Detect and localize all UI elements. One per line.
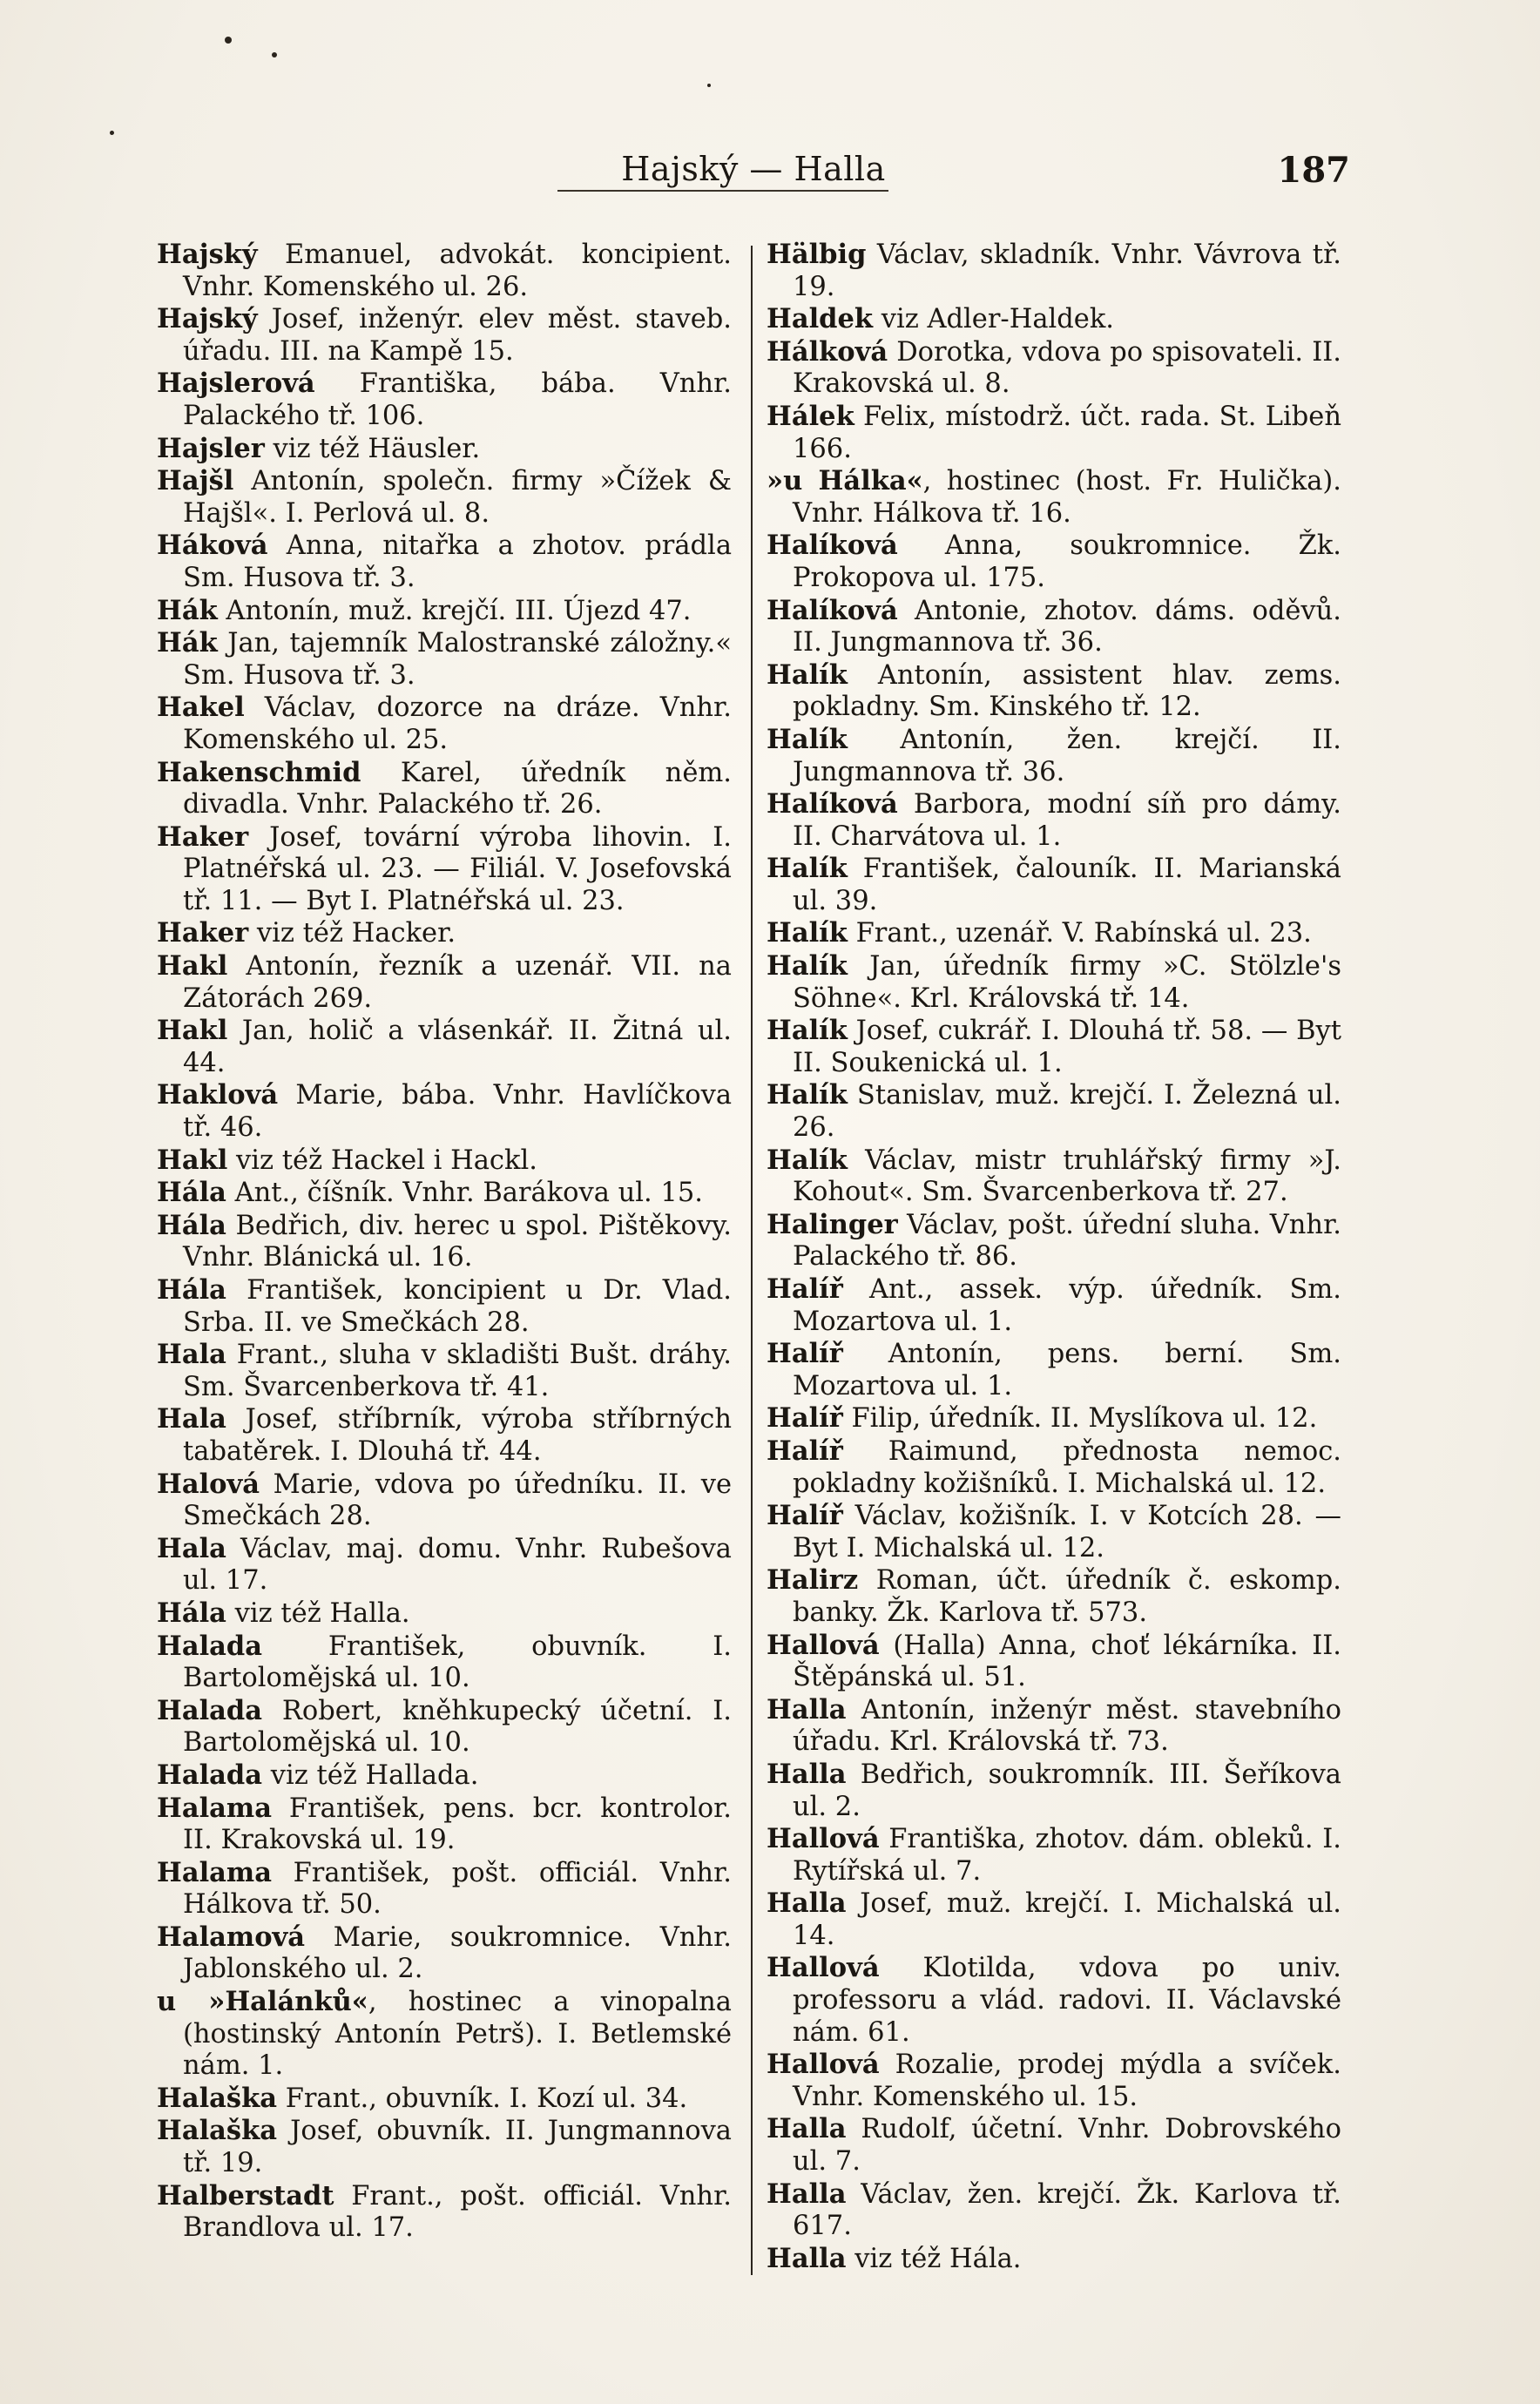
entry-details: , hostinec (host. Fr. Hulička). Vnhr. Hálkova tř. 16. bbox=[793, 466, 1342, 529]
entry-details: Václav, pošt. úřední sluha. Vnhr. Palackého tř. 86. bbox=[793, 1209, 1341, 1273]
entry-details: Antonín, žen. krejčí. II. Jungmannova tř. 36. bbox=[793, 724, 1341, 787]
ink-speck bbox=[225, 37, 232, 44]
directory-entry bbox=[157, 1921, 732, 1986]
entry-details: Rudolf, účetní. Vnhr. Dobrovského ul. 7. bbox=[793, 2114, 1341, 2178]
entry-details: Václav, mistr truhlářský firmy »J. Kohout«. Sm. Švarcenberkova tř. 27. bbox=[793, 1145, 1341, 1208]
entry-details: Václav, dozorce na dráze. Vnhr. Komenského ul. 25. bbox=[183, 692, 732, 755]
entry-surname: Halík bbox=[767, 658, 848, 691]
entry-surname: Halíř bbox=[767, 1338, 843, 1370]
entry-details: Stanislav, muž. krejčí. I. Železná ul. 26. bbox=[793, 1080, 1341, 1144]
entry-details: viz též Halla. bbox=[226, 1597, 410, 1629]
entry-surname: Hallová bbox=[767, 1823, 880, 1855]
entry-surname: Hallová bbox=[767, 1629, 880, 1661]
entry-details: , hostinec a vinopalna (hostinský Antonín Petrš). I. Betlemské nám. 1. bbox=[183, 1987, 732, 2082]
entry-details: Marie, bába. Vnhr. Havlíčkova tř. 46. bbox=[183, 1080, 732, 1144]
entry-surname: Halla bbox=[767, 2113, 847, 2145]
entry-details: viz též Hacker. bbox=[248, 918, 456, 949]
entry-details: Karel, úředník něm. divadla. Vnhr. Palackého tř. 26. bbox=[183, 757, 732, 820]
entry-details: Antonie, zhotov. dáms. oděvů. II. Jungmannova tř. 36. bbox=[793, 595, 1341, 658]
directory-entry bbox=[767, 1823, 1341, 1887]
ink-speck bbox=[707, 84, 711, 87]
directory-entry bbox=[767, 239, 1341, 303]
entry-details: Frant., pošt. officiál. Vnhr. Brandlova ul. 17. bbox=[183, 2180, 732, 2244]
entry-details: Bedřich, soukromník. III. Šeříkova ul. 2. bbox=[793, 1759, 1341, 1822]
directory-entry bbox=[157, 757, 732, 821]
entry-details: Felix, místodrž. účt. rada. St. Libeň 166. bbox=[793, 401, 1341, 464]
entry-details: Rozalie, prodej mýdla a svíček. Vnhr. Komenského ul. 15. bbox=[793, 2049, 1341, 2112]
directory-entry bbox=[157, 692, 732, 756]
entry-surname: Halada bbox=[157, 1694, 263, 1726]
entry-surname: Hallová bbox=[767, 1952, 880, 1984]
left-column bbox=[157, 239, 732, 2245]
directory-entry bbox=[157, 1793, 732, 1857]
directory-entry bbox=[767, 1694, 1341, 1759]
entry-details: Dorotka, vdova po spisovateli. II. Krakovská ul. 8. bbox=[793, 336, 1341, 400]
directory-entry bbox=[767, 2113, 1341, 2178]
entry-details: Marie, vdova po úředníku. II. ve Smečkách 28. bbox=[183, 1469, 732, 1532]
entry-surname: Hakl bbox=[157, 1144, 228, 1176]
directory-entry bbox=[157, 1533, 732, 1597]
entry-details: Antonín, pens. berní. Sm. Mozartova ul. 1. bbox=[793, 1339, 1341, 1401]
entry-surname: Hajsler bbox=[157, 432, 265, 464]
ink-speck bbox=[272, 52, 277, 57]
directory-entry bbox=[767, 1079, 1341, 1144]
directory-entry bbox=[767, 1338, 1341, 1402]
directory-entry bbox=[157, 595, 732, 628]
entry-surname: Hala bbox=[157, 1532, 226, 1564]
directory-entry bbox=[157, 821, 732, 918]
directory-entry bbox=[767, 2049, 1341, 2113]
entry-details: Anna, soukromnice. Žk. Prokopova ul. 175. bbox=[793, 530, 1341, 593]
page-header bbox=[157, 141, 1350, 193]
directory-entry bbox=[157, 1339, 732, 1403]
entry-details: Antonín, řezník a uzenář. VII. na Zátorách 269. bbox=[183, 951, 732, 1014]
entry-details: Ant., assek. výp. úředník. Sm. Mozartova ul. 1. bbox=[793, 1274, 1341, 1337]
entry-surname: Hajslerová bbox=[157, 368, 315, 400]
entry-surname: Halinger bbox=[767, 1208, 898, 1240]
entry-surname: Háková bbox=[157, 530, 268, 562]
entry-surname: Halová bbox=[157, 1468, 260, 1500]
entry-surname: Halíř bbox=[767, 1435, 843, 1467]
entry-surname: Halíř bbox=[767, 1402, 843, 1435]
entry-details: Frant., sluha v skladišti Bušt. dráhy. Sm. Švarcenberkova tř. 41. bbox=[183, 1340, 732, 1402]
entry-surname: Halík bbox=[767, 1015, 848, 1047]
entry-surname: Halberstadt bbox=[157, 2179, 334, 2212]
entry-details: Bedřich, div. herec u spol. Pištěkovy. Vnhr. Blánická ul. 16. bbox=[183, 1210, 732, 1273]
entry-surname: Halíř bbox=[767, 1500, 843, 1532]
directory-entry bbox=[157, 1274, 732, 1339]
page-number: 187 bbox=[1277, 150, 1350, 191]
entry-details: viz též Hallada. bbox=[262, 1759, 479, 1791]
directory-entry bbox=[767, 917, 1341, 950]
entry-surname: Halla bbox=[767, 2242, 847, 2274]
entry-surname: Halaška bbox=[157, 2082, 277, 2114]
entry-details: Václav, žen. krejčí. Žk. Karlova tř. 617. bbox=[793, 2178, 1341, 2242]
directory-entry bbox=[767, 1887, 1341, 1952]
directory-entry bbox=[767, 950, 1341, 1015]
directory-entry bbox=[157, 917, 732, 950]
directory-entry bbox=[767, 1015, 1341, 1079]
entry-surname: Hakl bbox=[157, 950, 228, 983]
directory-entry bbox=[157, 627, 732, 692]
column-divider bbox=[751, 246, 753, 2275]
directory-entry bbox=[157, 1403, 732, 1468]
entry-details: viz též Hackel i Hackl. bbox=[227, 1145, 537, 1176]
entry-details: František, pošt. officiál. Vnhr. Hálkova tř. 50. bbox=[183, 1857, 732, 1921]
entry-surname: Hála bbox=[157, 1597, 226, 1629]
entry-surname: Halla bbox=[767, 1887, 847, 1920]
directory-entry bbox=[157, 950, 732, 1015]
entry-surname: Haklová bbox=[157, 1079, 279, 1111]
directory-entry bbox=[157, 368, 732, 432]
directory-entry bbox=[767, 1209, 1341, 1273]
entry-surname: Hák bbox=[157, 627, 218, 659]
directory-entry bbox=[767, 724, 1341, 788]
running-head: Hajský — Halla bbox=[621, 150, 886, 188]
entry-surname: Hák bbox=[157, 594, 218, 626]
directory-entry bbox=[767, 1273, 1341, 1338]
entry-details: viz též Häusler. bbox=[264, 433, 481, 464]
entry-surname: Halík bbox=[767, 723, 848, 755]
entry-surname: Halla bbox=[767, 2178, 847, 2210]
entry-surname: Hala bbox=[157, 1403, 226, 1435]
entry-details: Václav, maj. domu. Vnhr. Rubešova ul. 17. bbox=[183, 1533, 732, 1597]
entry-surname: Halamová bbox=[157, 1921, 306, 1953]
entry-details: Jan, úředník firmy »C. Stölzle's Söhne«. Krl. Královská tř. 14. bbox=[793, 951, 1341, 1014]
directory-entry bbox=[157, 1631, 732, 1695]
entry-surname: Hálková bbox=[767, 335, 888, 368]
entry-surname: u »Halánků« bbox=[157, 1986, 368, 2018]
entry-details: Antonín, inženýr měst. stavebního úřadu. Krl. Královská tř. 73. bbox=[793, 1694, 1341, 1758]
entry-surname: Halík bbox=[767, 950, 848, 983]
entry-surname: Hála bbox=[157, 1209, 226, 1241]
directory-entry bbox=[767, 788, 1341, 853]
entry-surname: Halada bbox=[157, 1759, 263, 1791]
directory-entry bbox=[767, 2243, 1341, 2276]
directory-entry bbox=[767, 595, 1341, 659]
entry-details: viz Adler-Haldek. bbox=[873, 304, 1115, 335]
directory-entry bbox=[767, 1500, 1341, 1564]
entry-surname: Halík bbox=[767, 1079, 848, 1111]
directory-entry bbox=[767, 1630, 1341, 1694]
directory-entry bbox=[157, 530, 732, 594]
entry-details: Emanuel, advokát. koncipient. Vnhr. Komenského ul. 26. bbox=[183, 240, 732, 302]
entry-details: Antonín, assistent hlav. zems. pokladny. Sm. Kinského tř. 12. bbox=[793, 659, 1341, 723]
entry-details: Antonín, společn. firmy »Čížek & Hajšl«. I. Perlová ul. 8. bbox=[183, 466, 732, 529]
entry-details: Antonín, muž. krejčí. III. Újezd 47. bbox=[217, 595, 692, 626]
entry-details: Jan, holič a vlásenkář. II. Žitná ul. 44. bbox=[183, 1016, 732, 1078]
entry-surname: Haker bbox=[157, 820, 249, 853]
entry-details: Raimund, přednosta nemoc. pokladny kožišníků. I. Michalská ul. 12. bbox=[793, 1435, 1341, 1499]
entry-details: Jan, tajemník Malostranské záložny.« Sm. Husova tř. 3. bbox=[183, 628, 732, 691]
directory-entry bbox=[767, 1952, 1341, 2049]
entry-surname: »u Hálka« bbox=[767, 465, 923, 497]
entry-details: Frant., obuvník. I. Kozí ul. 34. bbox=[277, 2083, 688, 2114]
entry-details: Anna, nitařka a zhotov. prádla Sm. Husova tř. 3. bbox=[183, 530, 732, 593]
entry-surname: Hakenschmid bbox=[157, 756, 361, 788]
entry-surname: Halama bbox=[157, 1792, 272, 1824]
entry-surname: Haldek bbox=[767, 303, 874, 335]
ink-speck bbox=[110, 131, 114, 135]
directory-entry bbox=[157, 1986, 732, 2083]
entry-details: Josef, obuvník. II. Jungmannova tř. 19. bbox=[183, 2116, 732, 2179]
entry-surname: Haker bbox=[157, 917, 249, 949]
entry-surname: Hála bbox=[157, 1274, 226, 1306]
entry-details: Václav, kožišník. I. v Kotcích 28. — Byt I. Michalská ul. 12. bbox=[793, 1501, 1341, 1563]
entry-details: Filip, úředník. II. Myslíkova ul. 12. bbox=[842, 1403, 1318, 1435]
directory-entry bbox=[767, 303, 1341, 336]
directory-entry bbox=[767, 336, 1341, 401]
entry-surname: Hálek bbox=[767, 400, 854, 432]
entry-surname: Halada bbox=[157, 1630, 263, 1662]
directory-entry bbox=[767, 1145, 1341, 1209]
entry-surname: Hajšl bbox=[157, 465, 234, 497]
directory-entry bbox=[157, 1857, 732, 1921]
right-column bbox=[767, 239, 1341, 2275]
entry-surname: Hakl bbox=[157, 1015, 228, 1047]
directory-entry bbox=[767, 1402, 1341, 1435]
directory-entry bbox=[157, 239, 732, 303]
directory-entry bbox=[157, 1079, 732, 1144]
entry-details: Roman, účt. úředník č. eskomp. banky. Žk. Karlova tř. 573. bbox=[793, 1565, 1341, 1628]
entry-details: Josef, stříbrník, výroba stříbrných tabatěrek. I. Dlouhá tř. 44. bbox=[183, 1404, 732, 1467]
entry-surname: Halíř bbox=[767, 1273, 843, 1305]
entry-details: Josef, cukrář. I. Dlouhá tř. 58. — Byt II. Soukenická ul. 1. bbox=[793, 1016, 1341, 1078]
entry-surname: Hakel bbox=[157, 692, 245, 724]
directory-entry bbox=[767, 401, 1341, 465]
directory-entry bbox=[157, 303, 732, 368]
directory-entry bbox=[157, 433, 732, 466]
directory-entry bbox=[157, 1177, 732, 1210]
directory-entry bbox=[157, 1469, 732, 1533]
entry-details: František, pens. bcr. kontrolor. II. Krakovská ul. 19. bbox=[183, 1793, 732, 1856]
directory-entry bbox=[767, 465, 1341, 530]
directory-entry bbox=[767, 1435, 1341, 1500]
entry-surname: Hala bbox=[157, 1339, 226, 1371]
directory-entry bbox=[767, 1564, 1341, 1629]
directory-entry bbox=[157, 2180, 732, 2245]
entry-surname: Hajský bbox=[157, 303, 258, 335]
entry-details: František, čalouník. II. Marianská ul. 39. bbox=[793, 854, 1341, 916]
entry-details: Frant., uzenář. V. Rabínská ul. 23. bbox=[847, 918, 1312, 949]
entry-details: Josef, inženýr. elev měst. staveb. úřadu. III. na Kampě 15. bbox=[183, 304, 732, 367]
directory-entry bbox=[157, 465, 732, 530]
directory-entry bbox=[157, 1145, 732, 1178]
entry-surname: Hälbig bbox=[767, 239, 867, 270]
entry-surname: Halíková bbox=[767, 530, 898, 562]
entry-details: Františka, bába. Vnhr. Palackého tř. 106. bbox=[183, 368, 732, 431]
entry-surname: Hála bbox=[157, 1177, 226, 1209]
entry-surname: Halama bbox=[157, 1856, 272, 1888]
directory-entry bbox=[767, 2178, 1341, 2243]
entry-surname: Halíková bbox=[767, 788, 898, 820]
entry-details: Barbora, modní síň pro dámy. II. Charvátova ul. 1. bbox=[793, 789, 1341, 852]
directory-entry bbox=[157, 1015, 732, 1079]
directory-entry bbox=[157, 1759, 732, 1793]
entry-surname: Halíková bbox=[767, 594, 898, 626]
entry-surname: Halirz bbox=[767, 1564, 859, 1597]
entry-details: Ant., číšník. Vnhr. Barákova ul. 15. bbox=[226, 1178, 703, 1209]
directory-entry bbox=[157, 2083, 732, 2116]
entry-surname: Halla bbox=[767, 1758, 847, 1790]
entry-surname: Halík bbox=[767, 1144, 848, 1176]
directory-entry bbox=[767, 1759, 1341, 1823]
directory-entry bbox=[767, 659, 1341, 724]
entry-surname: Hallová bbox=[767, 2049, 880, 2081]
directory-entry bbox=[157, 1210, 732, 1274]
directory-entry bbox=[157, 1597, 732, 1631]
directory-entry bbox=[767, 530, 1341, 594]
entry-details: František, koncipient u Dr. Vlad. Srba. II. ve Smečkách 28. bbox=[183, 1275, 732, 1338]
entry-details: Robert, kněhkupecký účetní. I. Bartolomějská ul. 10. bbox=[183, 1695, 732, 1759]
entry-surname: Halík bbox=[767, 917, 848, 949]
entry-details: Josef, tovární výroba lihovin. I. Platnéřská ul. 23. — Filiál. V. Josefovská tř. 11. — Byt I. Platnéřská ul. 23. bbox=[183, 821, 732, 916]
entry-details: (Halla) Anna, choť lékárníka. II. Štěpánská ul. 51. bbox=[793, 1630, 1341, 1693]
entry-details: Klotilda, vdova po univ. professoru a vlád. radovi. II. Václavské nám. 61. bbox=[793, 1953, 1341, 2048]
entry-details: Františka, zhotov. dám. obleků. I. Rytířská ul. 7. bbox=[793, 1824, 1341, 1887]
directory-entry bbox=[157, 1695, 732, 1759]
entry-surname: Halla bbox=[767, 1693, 847, 1725]
entry-surname: Hajský bbox=[157, 239, 258, 270]
entry-surname: Halaška bbox=[157, 2115, 277, 2147]
entry-details: Marie, soukromnice. Vnhr. Jablonského ul. 2. bbox=[183, 1921, 732, 1985]
entry-details: Václav, skladník. Vnhr. Vávrova tř. 19. bbox=[793, 240, 1341, 302]
entry-details: viz též Hála. bbox=[846, 2243, 1022, 2274]
entry-details: Josef, muž. krejčí. I. Michalská ul. 14. bbox=[793, 1888, 1341, 1951]
entry-details: František, obuvník. I. Bartolomějská ul. 10. bbox=[183, 1631, 732, 1694]
header-rule bbox=[557, 190, 888, 192]
entry-surname: Halík bbox=[767, 853, 848, 885]
directory-entry bbox=[157, 2115, 732, 2179]
directory-entry bbox=[767, 853, 1341, 917]
